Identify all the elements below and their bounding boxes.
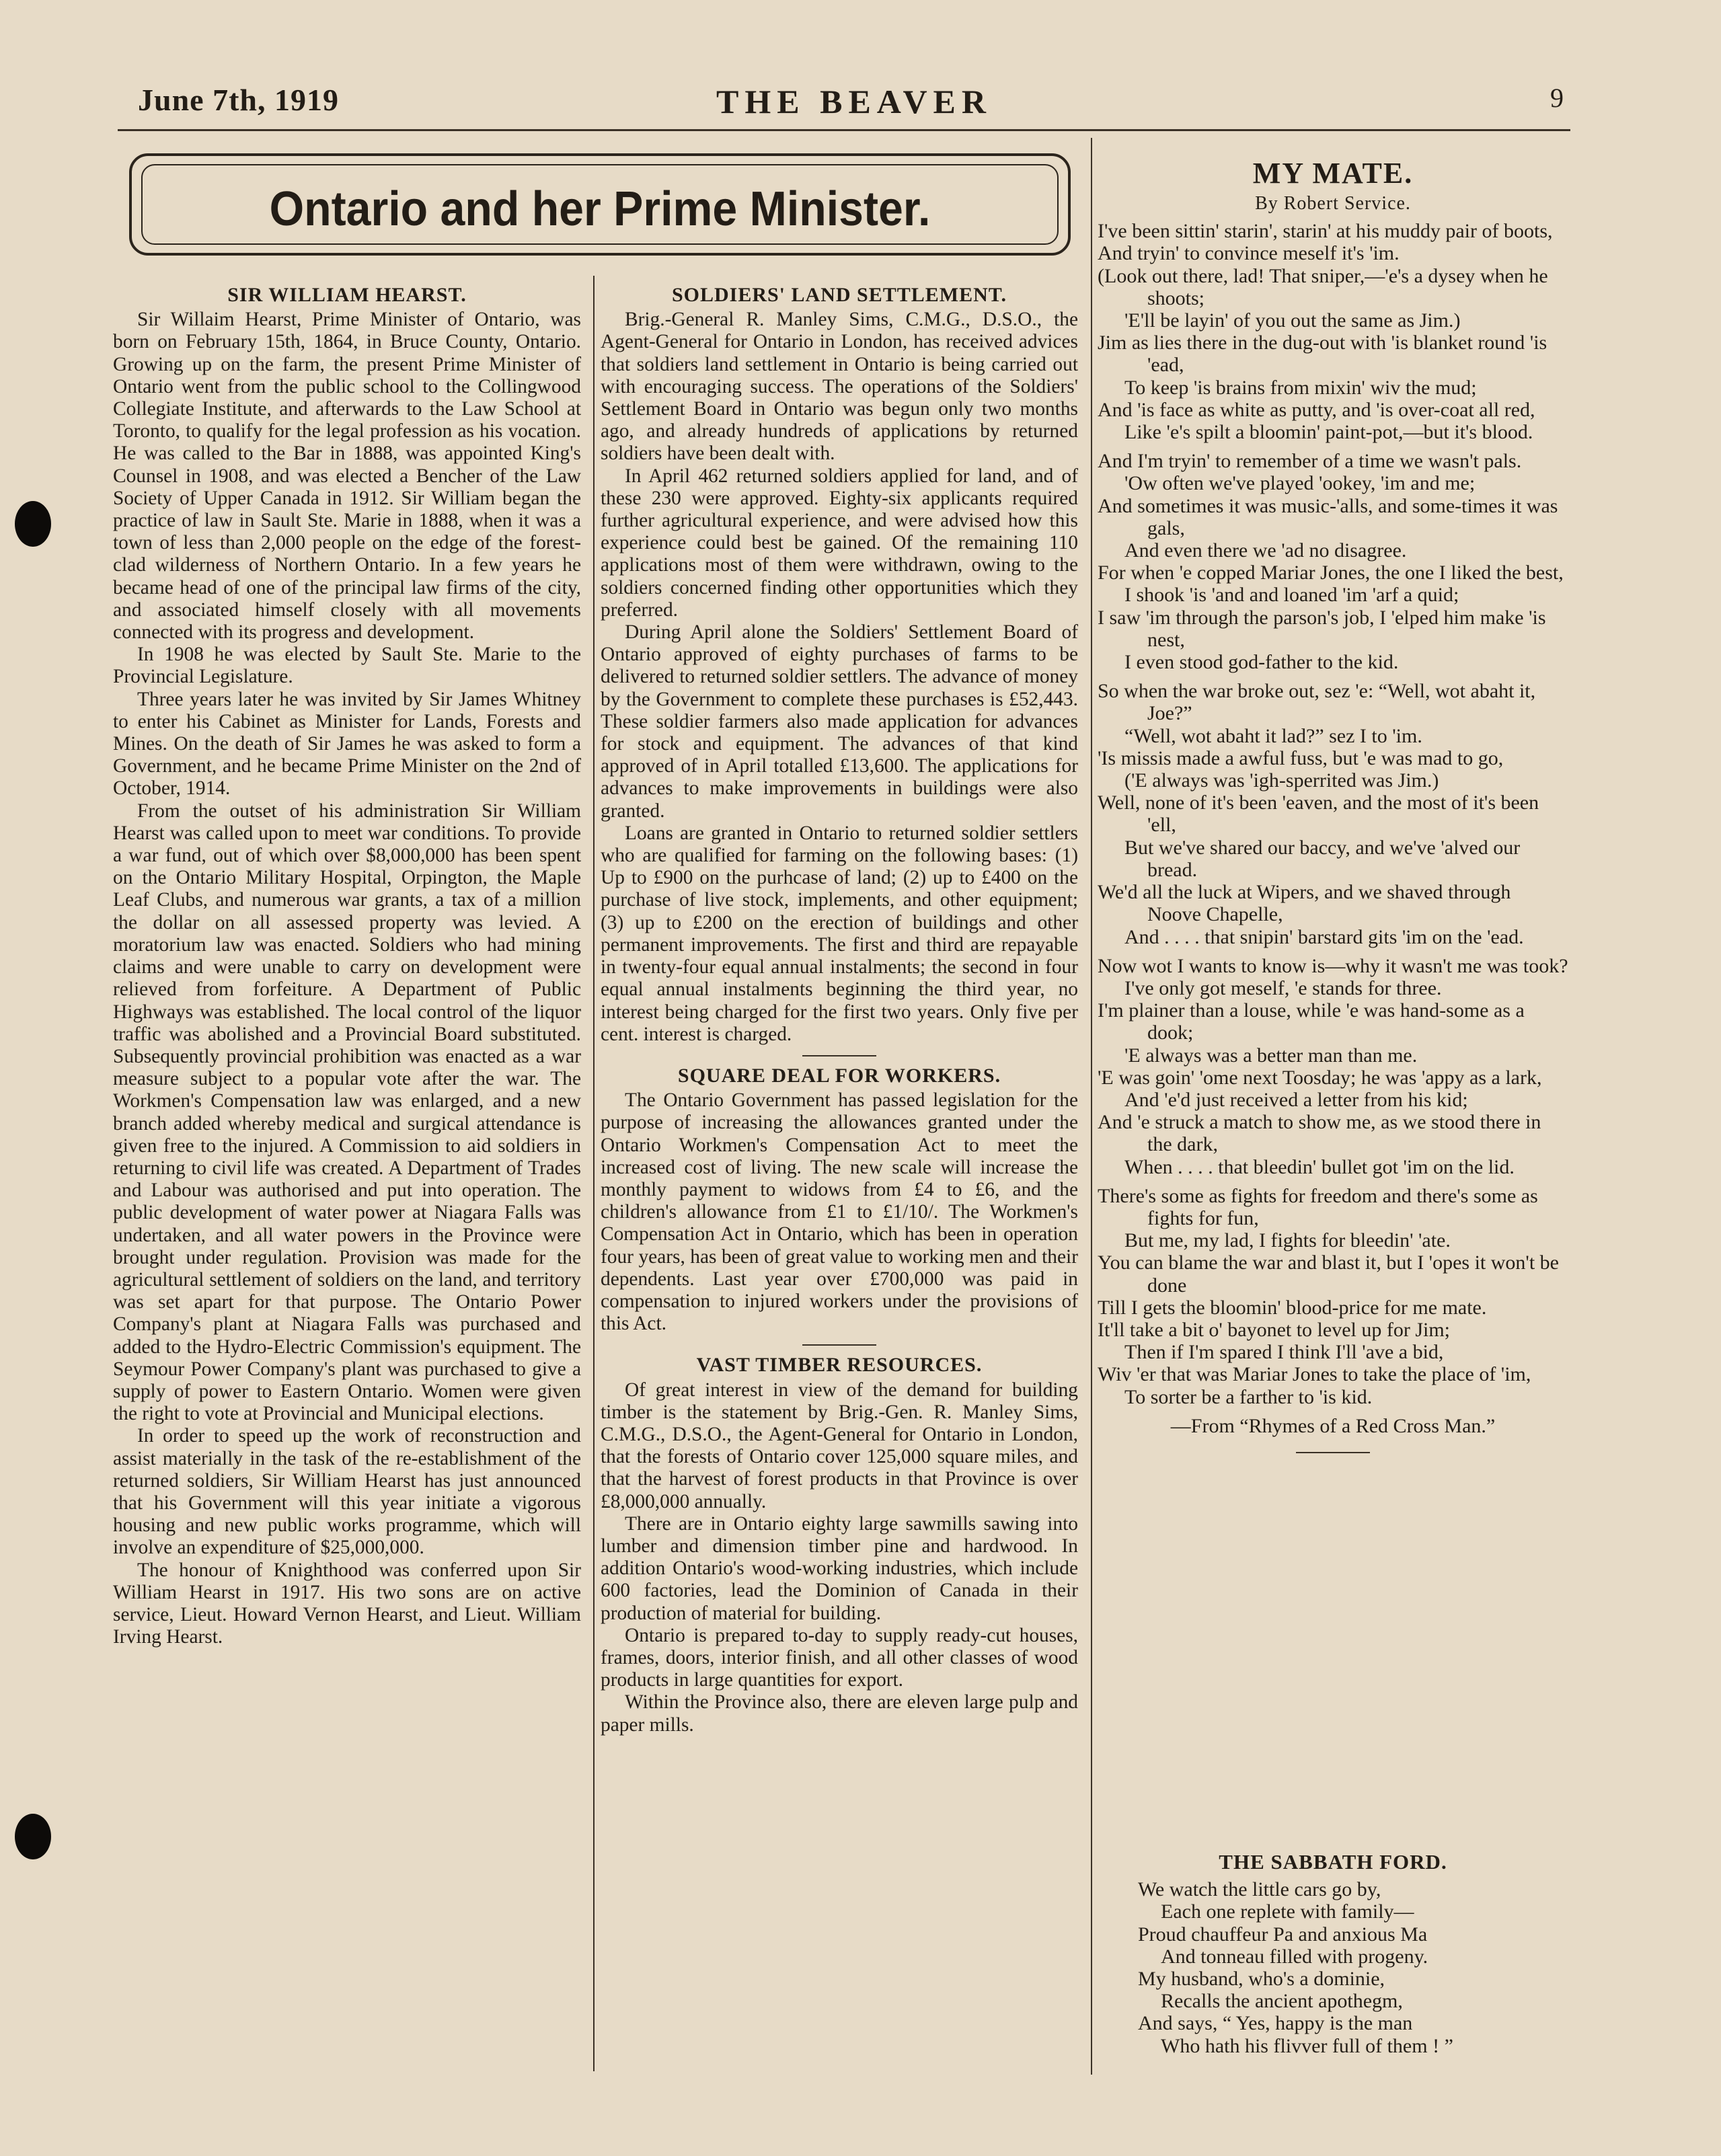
poem-line: 'E'll be layin' of you out the same as Jim.)	[1124, 309, 1461, 332]
section-separator	[1296, 1452, 1370, 1453]
poem-title: MY MATE.	[1252, 157, 1414, 190]
paragraph: Ontario is prepared to-day to supply ready-cut houses, frames, doors, interior finish, and all other classes of wood products in large quantities for export.	[601, 1624, 1078, 1691]
poem-line: Who hath his flivver full of them ! ”	[1161, 2034, 1453, 2057]
poem-credit: —From “Rhymes of a Red Cross Man.”	[1170, 1414, 1496, 1437]
paragraph: In April 462 returned soldiers applied for land, and of these 230 were approved. Eighty-six applicants required further agricultural experience, and were advised how this experience could best be gained. Of the remaining 110 applications most of them were withdrawn, owing to the soldiers concerned finding other opportunities which they preferred.	[601, 465, 1078, 621]
paragraph: In order to speed up the work of reconstruction and assist materially in the task of the re-establishment of the returned soldiers, Sir William Hearst has just announced that his Government will this year initiate a vigorous housing and new public works programme, which will involve an expenditure of $25,000,000.	[113, 1425, 581, 1559]
poem-line: Wiv 'er that was Mariar Jones to take the place of 'im,	[1098, 1363, 1531, 1386]
column-rule	[1091, 138, 1092, 2075]
poem-line: 'E always was a better man than me.	[1124, 1044, 1418, 1067]
poem-line: 'Is missis made a awful fuss, but 'e was mad to go,	[1098, 746, 1504, 769]
poem-line: We'd all the luck at Wipers, and we shaved through Noove Chapelle,	[1098, 881, 1511, 926]
poem-line: But we've shared our baccy, and we've 'alved our bread.	[1124, 836, 1521, 881]
poem-line: “Well, wot abaht it lad?” sez I to 'im.	[1124, 724, 1422, 747]
paragraph: Loans are granted in Ontario to returned soldier settlers who are qualified for farming on the following bases: (1) Up to £900 on the purhcase of land; (2) up to £400 on the purchase of live stock, implements, and other equipment; (3) up to £200 on the erection of buildings and other permanent improvements. The first and third are repayable in twenty-four equal annual instalments; the second in four equal annual instalments beginning the third year, no interest being charged for the first two years. Only five per cent. interest is charged.	[601, 822, 1078, 1045]
poem-line: When . . . . that bleedin' bullet got 'im on the lid.	[1124, 1155, 1515, 1178]
paragraph: Within the Province also, there are eleven large pulp and paper mills.	[601, 1691, 1078, 1736]
paragraph: During April alone the Soldiers' Settlement Board of Ontario approved of eighty purchases of farms to be delivered to returned soldier settlers. The advance of money by the Government to complete these purchases is £52,443. These soldier farmers also made application for advances for stock and equipment. The advances of that kind approved of in April totalled £13,600. The applications for advances to make improvements in buildings were also granted.	[601, 621, 1078, 822]
poem-line: Recalls the ancient apothegm,	[1161, 1990, 1403, 2013]
poem-sabbath-ford	[1098, 1851, 1568, 2057]
paragraph: The honour of Knighthood was conferred upon Sir William Hearst in 1917. His two sons are on active service, Lieut. Howard Vernon Hearst, and Lieut. William Irving Hearst.	[113, 1559, 581, 1648]
poem-line: To sorter be a farther to 'is kid.	[1124, 1385, 1373, 1408]
section-separator	[802, 1344, 876, 1346]
page-header	[138, 79, 1564, 133]
page-number: 9	[1550, 83, 1564, 113]
poem-line: 'Ow often we've played 'ookey, 'im and me;	[1124, 472, 1476, 495]
poem-line: 'E was goin' 'ome next Toosday; he was 'appy as a lark,	[1098, 1066, 1542, 1089]
poem-line: Like 'e's spilt a bloomin' paint-pot,—but it's blood.	[1124, 421, 1533, 444]
poem-line: I saw 'im through the parson's job, I 'elped him make 'is nest,	[1098, 606, 1546, 651]
poem-line: You can blame the war and blast it, but I 'opes it won't be done	[1098, 1252, 1559, 1297]
paragraph: Sir Willaim Hearst, Prime Minister of Ontario, was born on February 15th, 1864, in Bruce County, Ontario. Growing up on the farm, the present Prime Minister of Ontario went from the public school to the Collingwood Collegiate Institute, and afterwards to the Law School at Toronto, to qualify for the legal profession as his vocation. He was called to the Bar in 1888, was appointed King's Counsel in 1908, and was elected a Bencher of the Law Society of Upper Canada in 1912. Sir William began the practice of law in Sault Ste. Marie in 1888, when it was a town of less than 2,000 people on the edge of the forest-clad wilderness of Northern Ontario. In a few years he became head of one of the principal law firms of the city, and associated himself closely with all movements connected with its progress and development.	[113, 309, 581, 644]
poem-line: Now wot I wants to know is—why it wasn't me was took?	[1098, 954, 1568, 977]
poem-line: And tonneau filled with progeny.	[1161, 1945, 1428, 1968]
header-rule	[118, 129, 1570, 131]
poem-line: And even there we 'ad no disagree.	[1124, 539, 1407, 562]
paragraph: From the outset of his administration Sir William Hearst was called upon to meet war conditions. To provide a war fund, out of which over $8,000,000 has been spent on the Ontario Military Hospital, Orpington, the Maple Leaf Clubs, and numerous war grants, a tax of a million the dollar on all assessed property was levied. A moratorium law was enacted. Soldiers who had mining claims and were unable to carry on development were relieved from forfeiture. A Department of Public Highways was established. The local control of the liquor traffic was abolished and a Provincial Board substituted. Subsequently provincial prohibition was enacted as a war measure subject to a popular vote after the war. The Workmen's Compensation law was enlarged, and a new branch added whereby medical and surgical attendance is given free to the injured. A Commission to aid soldiers in returning to civil life was created. A Department of Trades and Labour was authorised and put into operation. The public development of water power at Niagara Falls was undertaken, and all water powers in the Province were brought under regulation. Provision was made for the agricultural settlement of soldiers on the land, and territory was set apart for that purpose. The Ontario Power Company's plant at Niagara Falls was purchased and added to the Hydro-Electric Commission's equipment. The Seymour Power Company's plant was purchased to give a supply of power to Eastern Ontario. Women were given the right to vote at Provincial and Municipal elections.	[113, 800, 581, 1425]
poem-line: I shook 'is 'and and loaned 'im 'arf a quid;	[1124, 584, 1459, 607]
poem-line: I've been sittin' starin', starin' at his muddy pair of boots,	[1098, 220, 1553, 243]
poem-line: Till I gets the bloomin' blood-price for me mate.	[1098, 1296, 1487, 1319]
poem-line: For when 'e copped Mariar Jones, the one I liked the best,	[1098, 562, 1564, 584]
article-heading: SQUARE DEAL FOR WORKERS.	[677, 1064, 1001, 1087]
column-rule	[593, 276, 595, 2071]
paragraph: There are in Ontario eighty large sawmills sawing into lumber and dimension timber pine and hardwood. In addition Ontario's wood-working industries, which include 600 factories, lead the Dominion of Canada in their production of material for building.	[601, 1512, 1078, 1624]
poem-line: And tryin' to convince meself it's 'im.	[1098, 242, 1400, 265]
poem-line: Well, none of it's been 'eaven, and the most of it's been 'ell,	[1098, 792, 1539, 837]
poem-line: I even stood god-father to the kid.	[1124, 651, 1399, 674]
poem-line: It'll take a bit o' bayonet to level up for Jim;	[1098, 1318, 1451, 1341]
poem-line: I'm plainer than a louse, while 'e was hand-some as a dook;	[1098, 999, 1525, 1044]
poem-line: Proud chauffeur Pa and anxious Ma	[1138, 1923, 1428, 1946]
poem-line: But me, my lad, I fights for bleedin' 'ate.	[1124, 1229, 1451, 1252]
poem-line: And I'm tryin' to remember of a time we wasn't pals.	[1098, 450, 1522, 473]
punch-hole	[15, 501, 51, 547]
article-hearst	[113, 276, 581, 1648]
poem-line: (Look out there, lad! That sniper,—'e's a dysey when he shoots;	[1098, 264, 1548, 309]
poem-line: And 'e'd just received a letter from his kid;	[1124, 1088, 1468, 1111]
feature-title-box	[129, 153, 1071, 256]
section-separator	[802, 1055, 876, 1056]
poem-line: And 'is face as white as putty, and 'is over-coat all red,	[1098, 398, 1535, 421]
poem-author: By Robert Service.	[1255, 193, 1411, 214]
poem-line: Then if I'm spared I think I'll 'ave a bid,	[1124, 1341, 1444, 1364]
paragraph: The Ontario Government has passed legislation for the purpose of increasing the allowances granted under the Ontario Workmen's Compensation Act to meet the increased cost of living. The new scale will increase the monthly payment to widows from £4 to £6, and the children's allowance from £1 to £1/10/. The Workmen's Compensation Act in Ontario, which has been in operation four years, has been of great value to working men and their dependents. Last year over £700,000 was paid in compensation to injured workers under the provisions of this Act.	[601, 1089, 1078, 1335]
poem-line: And 'e struck a match to show me, as we stood there in the dark,	[1098, 1111, 1541, 1156]
poem-line: ('E always was 'igh-sperrited was Jim.)	[1124, 769, 1439, 792]
article-heading: SOLDIERS' LAND SETTLEMENT.	[671, 284, 1007, 306]
poem-line: I've only got meself, 'e stands for three.	[1124, 976, 1442, 999]
articles-column-2	[601, 276, 1078, 1736]
paragraph: Of great interest in view of the demand for building timber is the statement by Brig.-Gen. R. Manley Sims, C.M.G., D.S.O., the Agent-General for Ontario in London, that the forests of Ontario cover 125,000 square miles, and that the harvest of forest products in that Province is over £8,000,000 annually.	[601, 1379, 1078, 1512]
poem-line: And sometimes it was music-'alls, and some-times it was gals,	[1098, 494, 1558, 539]
poem-line: And says, “ Yes, happy is the man	[1138, 2012, 1413, 2035]
poem-line: And . . . . that snipin' barstard gits 'im on the 'ead.	[1124, 925, 1524, 948]
issue-date: June 7th, 1919	[138, 83, 339, 117]
paragraph: Three years later he was invited by Sir James Whitney to enter his Cabinet as Minister for Lands, Forests and Mines. On the death of Sir James he was asked to form a Government, and he became Prime Minister on the 2nd of October, 1914.	[113, 688, 581, 800]
article-heading: SIR WILLIAM HEARST.	[227, 284, 467, 306]
poem-line: There's some as fights for freedom and there's some as fights for fun,	[1098, 1184, 1538, 1229]
poem-my-mate	[1098, 156, 1568, 1457]
poem-line: So when the war broke out, sez 'e: “Well, wot abaht it, Joe?”	[1098, 680, 1536, 725]
poem-line: To keep 'is brains from mixin' wiv the mud;	[1124, 376, 1477, 399]
article-heading: VAST TIMBER RESOURCES.	[696, 1354, 983, 1377]
punch-hole	[15, 1814, 51, 1859]
feature-title: Ontario and her Prime Minister.	[269, 182, 931, 236]
paragraph: Brig.-General R. Manley Sims, C.M.G., D.S.O., the Agent-General for Ontario in London, has received advices that soldiers land settlement in Ontario is being carried out with encouraging success. The operations of the Soldiers' Settlement Board in Ontario was begun only two months ago, and already hundreds of applications by returned soldiers have been dealt with.	[601, 309, 1078, 465]
poem-line: My husband, who's a dominie,	[1138, 1968, 1385, 1991]
poem-line: We watch the little cars go by,	[1138, 1878, 1381, 1901]
poem-title: THE SABBATH FORD.	[1219, 1850, 1447, 1874]
publication-title: THE BEAVER	[716, 83, 993, 120]
poem-line: Jim as lies there in the dug-out with 'is blanket round 'is 'ead,	[1098, 332, 1547, 377]
paragraph: In 1908 he was elected by Sault Ste. Marie to the Provincial Legislature.	[113, 644, 581, 688]
poem-line: Each one replete with family—	[1161, 1900, 1414, 1923]
